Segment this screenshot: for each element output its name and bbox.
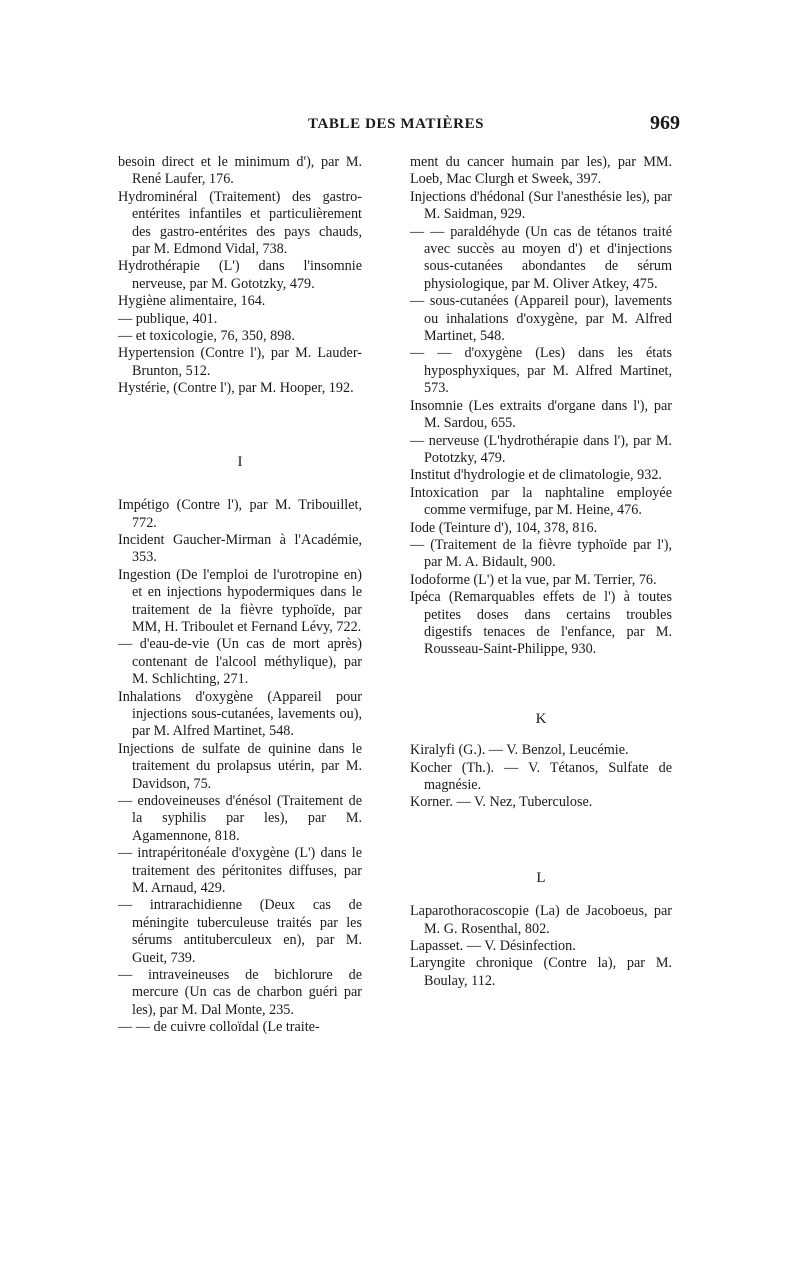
index-entry: Kocher (Th.). — V. Tétanos, Sulfate de magnésie. (410, 759, 672, 793)
index-entry: Injections d'hédonal (Sur l'anesthésie les), par M. Saidman, 929. (410, 188, 672, 223)
index-entry: Hystérie, (Contre l'), par M. Hooper, 192. (118, 380, 354, 397)
index-entry: Iodoforme (L') et la vue, par M. Terrier, 76. (410, 571, 657, 588)
index-entry: — intrapéritonéale d'oxygène (L') dans le traitement des péritonites diffuses, par M. Arnaud, 429. (118, 845, 362, 897)
index-entry: Intoxication par la naphtaline employée comme vermifuge, par M. Heine, 476. (410, 484, 672, 519)
index-entry: — endoveineuses d'énésol (Traitement de la syphilis par les), par M. Agamennone, 818. (118, 793, 362, 844)
index-entry: Hydrominéral (Traitement) des gastro-entérites infantiles et particulièrement des gastro-entérites des pays chauds, par M. Edmond Vidal, 738. (118, 188, 362, 258)
section-letter-k: K (535, 710, 547, 727)
index-entry: Hypertension (Contre l'), par M. Lauder-Brunton, 512. (118, 345, 362, 379)
left-column (118, 154, 362, 1037)
index-entry: Laparothoracoscopie (La) de Jacoboeus, par M. G. Rosenthal, 802. (410, 903, 672, 937)
index-entry: — — paraldéhyde (Un cas de tétanos traité avec succès au moyen d') et d'injections sous-cutanées abondantes de sérum physiologique, par M. Oliver Atkey, 475. (410, 223, 672, 292)
index-entry: — (Traitement de la fièvre typhoïde par l'), par M. A. Bidault, 900. (410, 536, 672, 571)
index-entry: Impétigo (Contre l'), par M. Tribouillet, 772. (118, 497, 362, 531)
index-entry: Inhalations d'oxygène (Appareil pour injections sous-cutanées, lavements ou), par M. Alfred Martinet, 548. (118, 688, 362, 740)
index-entry: — d'eau-de-vie (Un cas de mort après) contenant de l'alcool méthylique), par M. Schlichting, 271. (118, 636, 362, 688)
index-entry: Hygiène alimentaire, 164. (118, 293, 266, 310)
index-entry: Korner. — V. Nez, Tuberculose. (410, 794, 593, 811)
index-entry: Injections de sulfate de quinine dans le traitement du prolapsus utérin, par M. Davidson, 75. (118, 740, 362, 792)
index-entry: — intraveineuses de bichlorure de mercure (Un cas de charbon guéri par les), par M. Dal Monte, 235. (118, 967, 362, 1018)
index-entry: Incident Gaucher-Mirman à l'Académie, 353. (118, 531, 362, 566)
index-entry: — publique, 401. (118, 310, 218, 327)
right-column (410, 154, 672, 990)
index-entry: Kiralyfi (G.). — V. Benzol, Leucémie. (410, 742, 629, 759)
index-entry: besoin direct et le minimum d'), par M. René Laufer, 176. (118, 154, 362, 188)
section-letter-i: I (237, 453, 243, 470)
index-entry: — et toxicologie, 76, 350, 898. (118, 328, 295, 345)
index-entry: — — d'oxygène (Les) dans les états hyposphyxiques, par M. Alfred Martinet, 573. (410, 345, 672, 397)
index-entry: Ingestion (De l'emploi de l'urotropine en) et en injections hypodermiques dans le traitement de la fièvre typhoïde, par MM, H. Triboulet et Fernand Lévy, 722. (118, 566, 362, 635)
page-number: 969 (650, 112, 680, 134)
running-title: TABLE DES MATIÈRES (308, 116, 485, 132)
index-entry: Iode (Teinture d'), 104, 378, 816. (410, 519, 598, 536)
index-entry: — intrarachidienne (Deux cas de méningite tuberculeuse traités par les sérums antituberculeux en), par M. Gueit, 739. (118, 897, 362, 966)
index-entry: — nerveuse (L'hydrothérapie dans l'), par M. Pototzky, 479. (410, 432, 672, 466)
index-entry: Ipéca (Remarquables effets de l') à toutes petites doses dans certains troubles digestifs tenaces de l'enfance, par M. Rousseau-Saint-Philippe, 930. (410, 589, 672, 658)
index-entry: Laryngite chronique (Contre la), par M. Boulay, 112. (410, 955, 672, 989)
index-entry: — — de cuivre colloïdal (Le traite- (118, 1019, 320, 1036)
index-entry-continued: ment du cancer humain par les), par MM. Loeb, Mac Clurgh et Sweek, 397. (410, 154, 672, 188)
index-entry: Institut d'hydrologie et de climatologie, 932. (410, 467, 662, 484)
page-header (118, 112, 680, 142)
index-entry: Insomnie (Les extraits d'organe dans l'), par M. Sardou, 655. (410, 397, 672, 432)
section-letter-l: L (536, 869, 546, 886)
index-entry: — sous-cutanées (Appareil pour), lavements ou inhalations d'oxygène, par M. Alfred Martinet, 548. (410, 293, 672, 345)
index-entry: Lapasset. — V. Désinfection. (410, 938, 576, 955)
index-entry: Hydrothérapie (L') dans l'insomnie nerveuse, par M. Gototzky, 479. (118, 258, 362, 292)
